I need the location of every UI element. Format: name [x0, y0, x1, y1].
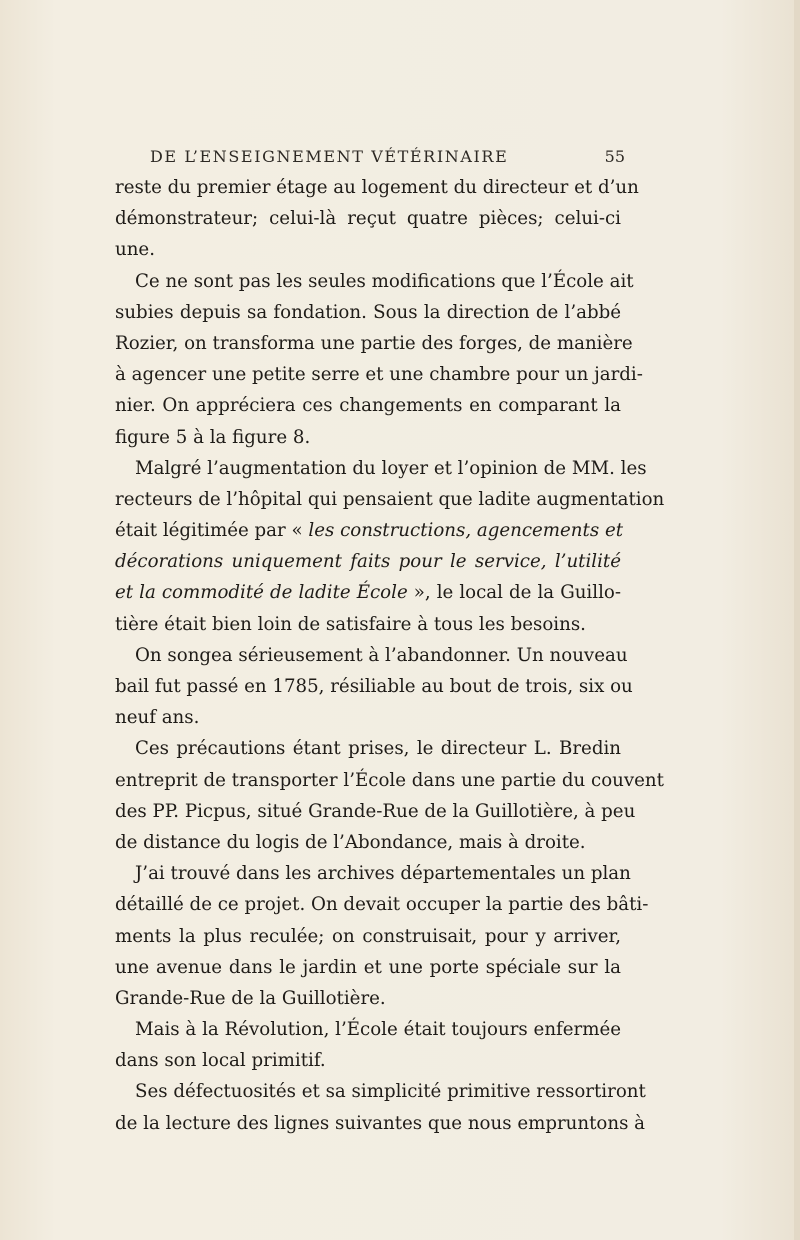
text-line: [115, 1014, 621, 1045]
text-line: [115, 328, 633, 359]
line-text: bail fut passé en 1785, résiliable au bout de trois, six ou: [115, 676, 633, 697]
quoted-italic-text: les constructions, agencements et: [308, 520, 624, 542]
text-line: [115, 765, 664, 796]
text-line: [115, 266, 634, 297]
line-text: ments la plus reculée; on construisait, pour y arriver,: [115, 925, 621, 947]
text-line: [115, 515, 624, 546]
text-line: [115, 889, 649, 920]
line-text: entreprit de transporter l’École dans une partie du couvent: [115, 769, 664, 791]
line-text: recteurs de l’hôpital qui pensaient que ladite augmentation: [115, 488, 665, 510]
line-text: une avenue dans le jardin et une porte spéciale sur la: [115, 956, 621, 978]
running-head: [150, 147, 625, 171]
text-line: [115, 484, 665, 515]
quoted-italic-text: et la commodité de ladite École: [115, 582, 408, 604]
line-text: démonstrateur; celui-là reçut quatre pièces; celui-ci: [115, 208, 621, 230]
text-line: [115, 422, 621, 453]
line-text: détaillé de ce projet. On devait occuper la partie des bâti-: [115, 894, 649, 916]
line-text: Rozier, on transforma une partie des forges, de manière: [115, 332, 633, 354]
line-text: J’ai trouvé dans les archives départementales un plan: [135, 863, 631, 885]
quoted-italic-text: décorations uniquement faits pour le service, l’utilité: [115, 551, 621, 573]
line-text: subies depuis sa fondation. Sous la direction de l’abbé: [115, 301, 621, 323]
line-text: On songea sérieusement à l’abandonner. Un nouveau: [135, 644, 628, 666]
text-line: [115, 640, 628, 671]
line-text: était légitimée par «: [115, 520, 309, 542]
line-text: reste du premier étage au logement du directeur et d’un: [115, 177, 639, 198]
text-line: [115, 453, 647, 484]
text-line: [115, 359, 643, 390]
text-line: [115, 390, 621, 421]
line-text: Ces précautions étant prises, le directeur L. Bredin: [135, 738, 621, 760]
text-line: [115, 827, 621, 858]
text-line: [115, 609, 621, 640]
line-text: Grande-Rue de la Guillotière.: [115, 987, 386, 1009]
line-text: Ce ne sont pas les seules modifications que l’École ait: [135, 270, 634, 292]
text-line: [115, 234, 621, 265]
line-text: figure 5 à la figure 8.: [115, 426, 311, 448]
page-number: 55: [604, 147, 625, 166]
text-line: [115, 952, 621, 983]
body-text: [115, 172, 665, 1139]
line-text: neuf ans.: [115, 707, 200, 729]
line-text: nier. On appréciera ces changements en comparant la: [115, 395, 621, 417]
text-line: [115, 1076, 646, 1107]
text-line: [115, 671, 633, 702]
text-line: [115, 858, 631, 889]
text-line: [115, 203, 621, 234]
line-text: à agencer une petite serre et une chambre pour un jardi-: [115, 364, 643, 386]
line-text: de la lecture des lignes suivantes que nous empruntons à: [115, 1112, 646, 1134]
text-line: [115, 1108, 646, 1139]
line-text: des PP. Picpus, situé Grande-Rue de la Guillotière, à peu: [115, 800, 636, 822]
text-line: [115, 733, 621, 764]
text-line: [115, 796, 636, 827]
line-text: tière était bien loin de satisfaire à tous les besoins.: [115, 613, 586, 635]
text-line: [115, 172, 639, 203]
text-line: [115, 577, 621, 608]
text-line: [115, 921, 621, 952]
line-text: Mais à la Révolution, l’École était toujours enfermée: [135, 1019, 621, 1041]
line-text: une.: [115, 239, 155, 261]
line-text: Ses défectuosités et sa simplicité primitive ressortiront: [135, 1081, 646, 1103]
page-edge: [794, 0, 800, 1240]
text-line: [115, 702, 621, 733]
running-title: DE L’ENSEIGNEMENT VÉTÉRINAIRE: [150, 147, 509, 166]
text-line: [115, 1045, 621, 1076]
line-text: », le local de la Guillo-: [407, 582, 621, 604]
line-text: de distance du logis de l’Abondance, mais à droite.: [115, 831, 586, 853]
line-text: dans son local primitif.: [115, 1050, 326, 1072]
text-line: [115, 297, 621, 328]
text-line: [115, 546, 621, 577]
line-text: Malgré l’augmentation du loyer et l’opinion de MM. les: [135, 457, 647, 479]
text-line: [115, 983, 621, 1014]
